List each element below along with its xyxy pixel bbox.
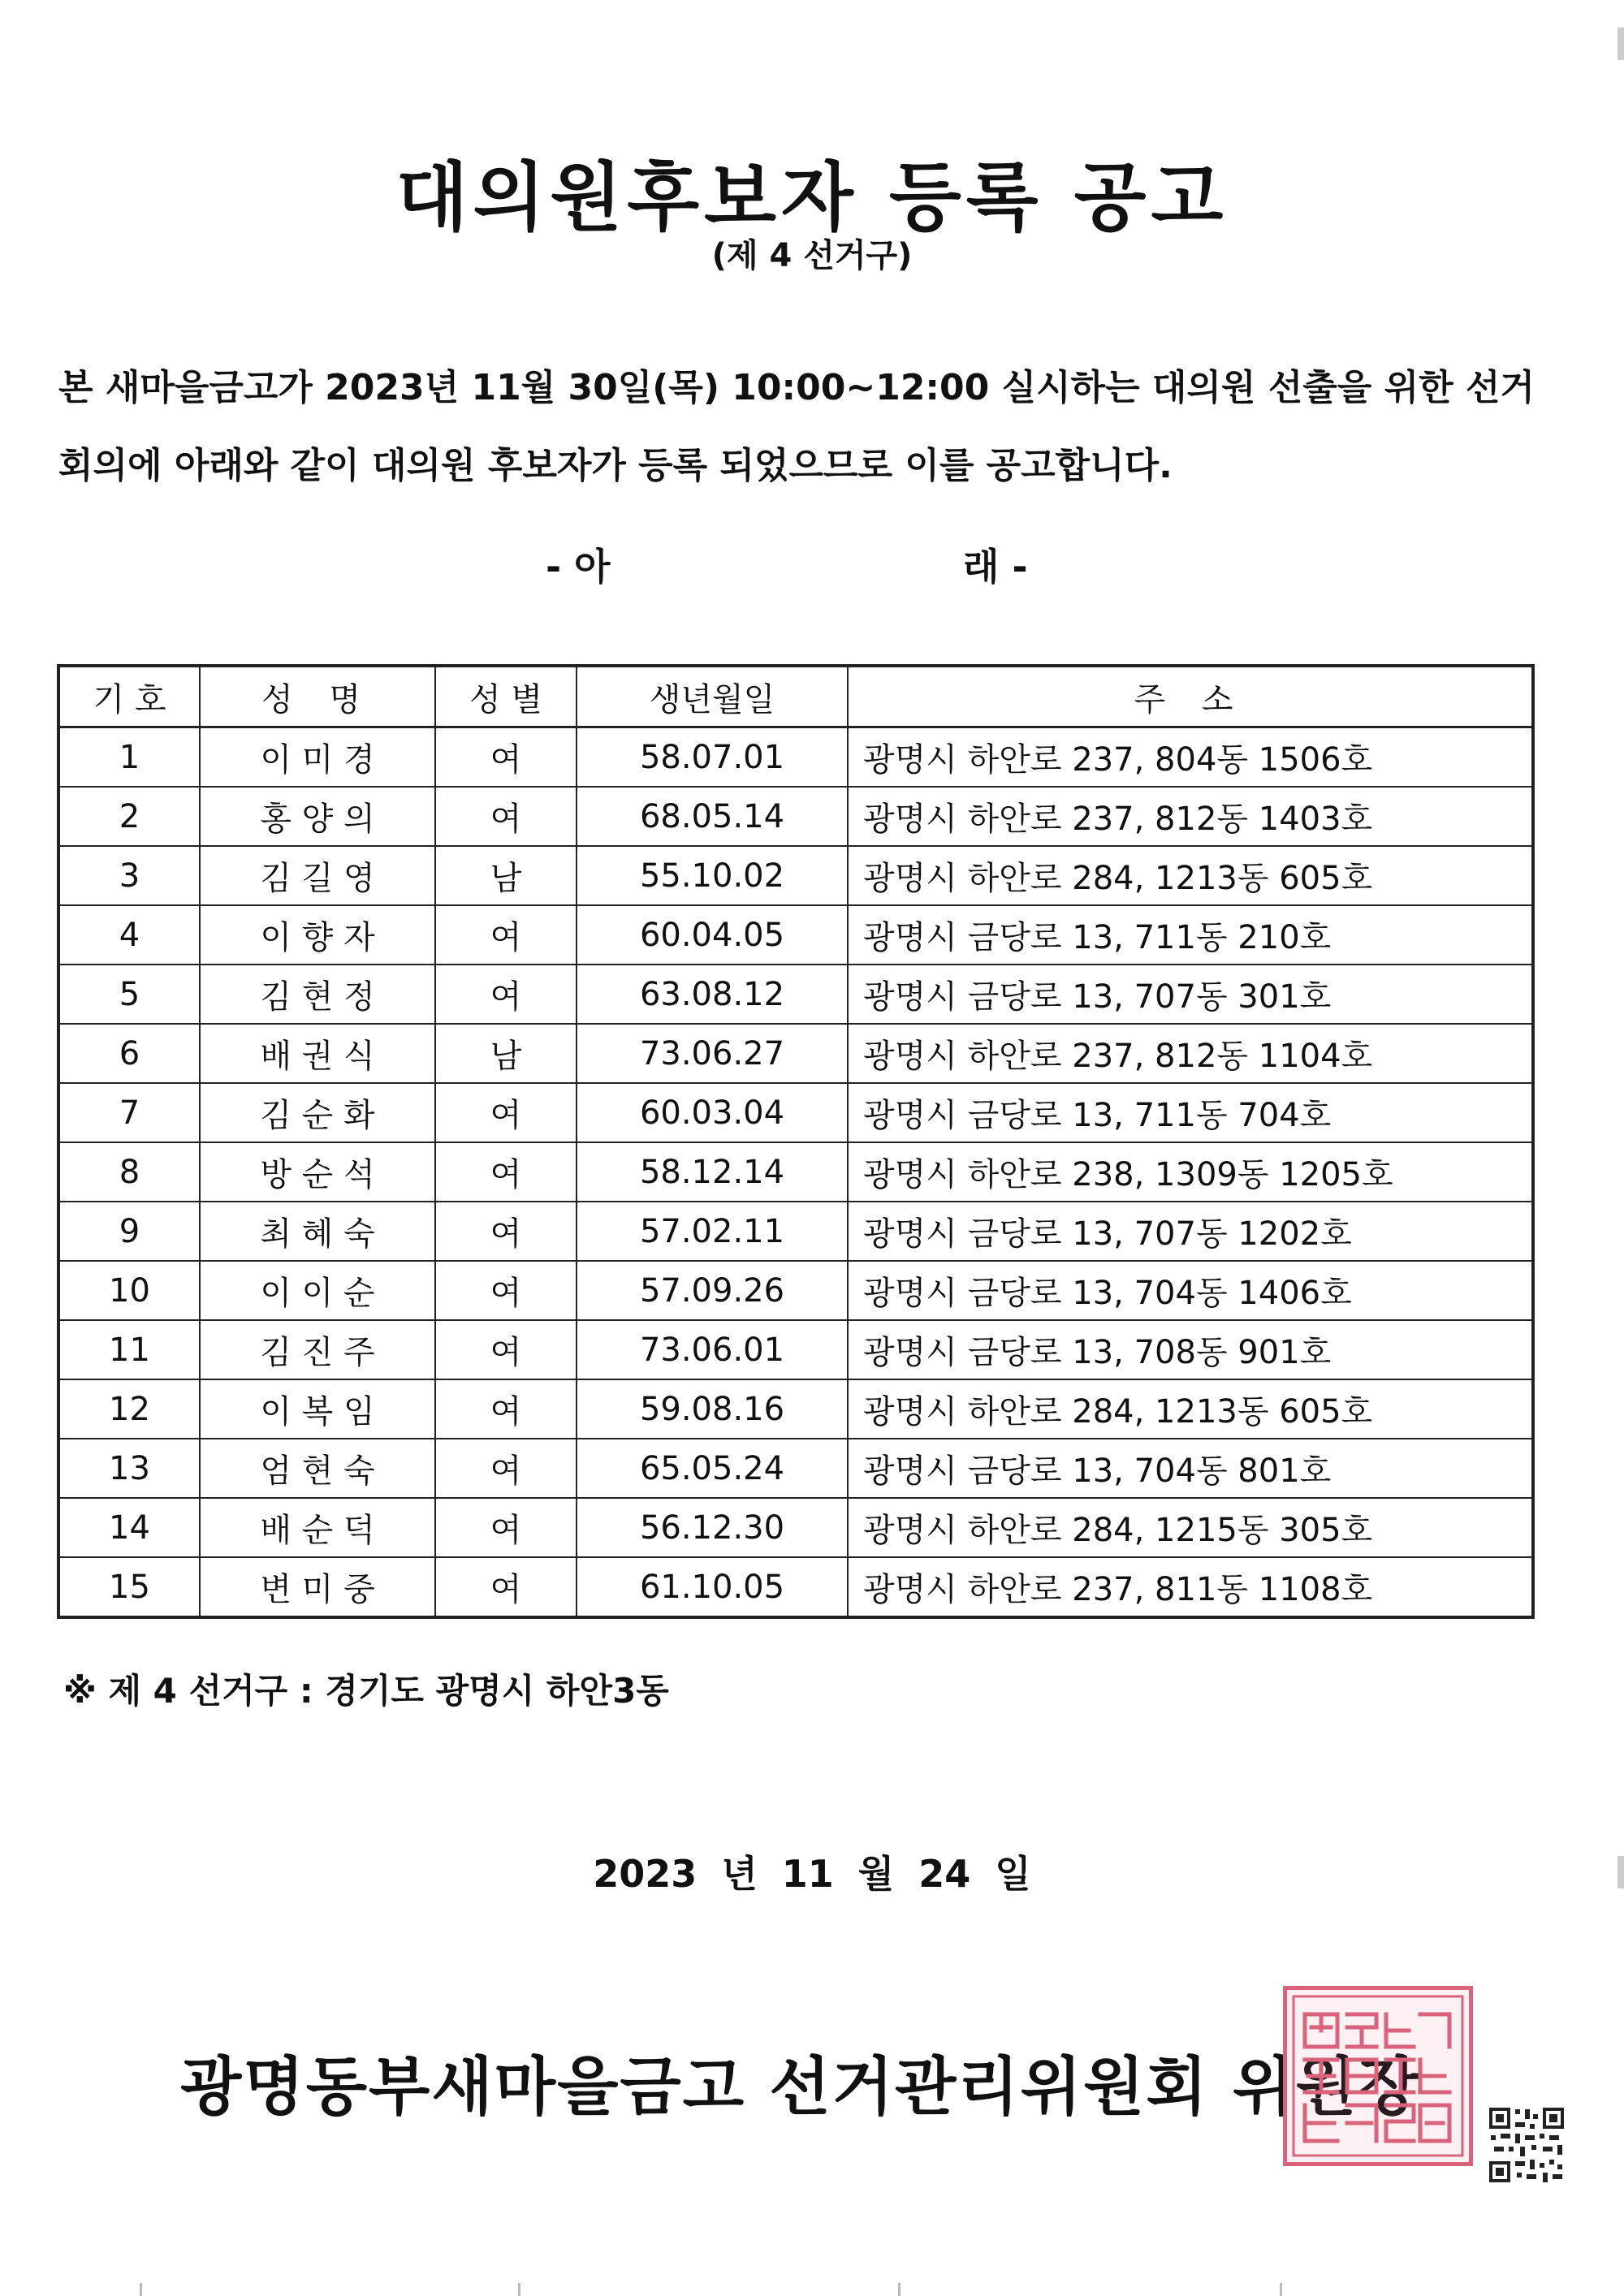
cell-number: 11 <box>58 1320 200 1379</box>
table-row <box>58 1083 1533 1142</box>
page-title: 대의원후보자 등록 공고 <box>395 154 1229 241</box>
cell-name: 홍 양 의 <box>200 787 435 846</box>
cell-address: 광명시 하안로 238, 1309동 1205호 <box>848 1142 1533 1202</box>
header-birthdate: 생년월일 <box>577 666 848 727</box>
table-row <box>58 905 1533 965</box>
table-row <box>58 1202 1533 1261</box>
cell-gender: 여 <box>435 1557 577 1617</box>
table-row <box>58 1261 1533 1320</box>
cell-birthdate: 60.04.05 <box>577 905 848 965</box>
right-edge-mark <box>1618 1856 1624 1888</box>
table-body <box>58 727 1533 1618</box>
cell-number: 2 <box>58 787 200 846</box>
table-row <box>58 1142 1533 1202</box>
cell-number: 15 <box>58 1557 200 1617</box>
cell-address: 광명시 하안로 237, 811동 1108호 <box>848 1557 1533 1617</box>
cell-gender: 여 <box>435 1142 577 1202</box>
cell-gender: 여 <box>435 1320 577 1379</box>
cell-birthdate: 73.06.01 <box>577 1320 848 1379</box>
cell-name: 이 향 자 <box>200 905 435 965</box>
cell-number: 14 <box>58 1498 200 1557</box>
cell-address: 광명시 하안로 237, 812동 1104호 <box>848 1024 1533 1083</box>
cell-name: 배 권 식 <box>200 1024 435 1083</box>
header-gender: 성 별 <box>435 666 577 727</box>
cell-address: 광명시 금당로 13, 711동 704호 <box>848 1083 1533 1142</box>
table-row <box>58 1320 1533 1379</box>
announcement-date: 2023 년 11 월 24 일 <box>593 1852 1031 1896</box>
cell-name: 방 순 석 <box>200 1142 435 1202</box>
cell-number: 10 <box>58 1261 200 1320</box>
cell-name: 김 현 정 <box>200 965 435 1024</box>
table-row <box>58 1439 1533 1498</box>
cell-birthdate: 59.08.16 <box>577 1379 848 1439</box>
table-row <box>58 1379 1533 1439</box>
cell-address: 광명시 금당로 13, 711동 210호 <box>848 905 1533 965</box>
table-row <box>58 727 1533 788</box>
issuer-signature: 광명동부새마을금고 선거관리위원회 위원장 <box>180 2051 1421 2124</box>
right-edge-mark <box>1618 28 1624 60</box>
cell-name: 김 길 영 <box>200 846 435 905</box>
bottom-edge-mark <box>1280 2283 1282 2296</box>
header-address: 주 소 <box>848 666 1533 727</box>
seal-stamp-graphic <box>1287 1990 1469 2162</box>
cell-birthdate: 57.09.26 <box>577 1261 848 1320</box>
page-subtitle: (제 4 선거구) <box>711 237 913 274</box>
cell-gender: 여 <box>435 1083 577 1142</box>
table-row <box>58 1498 1533 1557</box>
cell-number: 4 <box>58 905 200 965</box>
cell-gender: 여 <box>435 1261 577 1320</box>
cell-number: 6 <box>58 1024 200 1083</box>
intro-line-2: 회의에 아래와 같이 대의원 후보자가 등록 되었으므로 이를 공고합니다. <box>58 445 1173 486</box>
cell-birthdate: 58.12.14 <box>577 1142 848 1202</box>
bottom-edge-mark <box>518 2283 520 2296</box>
cell-address: 광명시 하안로 237, 804동 1506호 <box>848 727 1533 788</box>
cell-gender: 여 <box>435 1202 577 1261</box>
header-number: 기 호 <box>58 666 200 727</box>
cell-birthdate: 60.03.04 <box>577 1083 848 1142</box>
cell-number: 1 <box>58 727 200 788</box>
arae-heading-left: - 아 <box>546 545 611 589</box>
table-header-row <box>58 666 1533 727</box>
cell-gender: 여 <box>435 787 577 846</box>
cell-number: 9 <box>58 1202 200 1261</box>
candidate-table <box>57 664 1535 1619</box>
cell-name: 이 이 순 <box>200 1261 435 1320</box>
intro-paragraph <box>58 349 1569 505</box>
cell-number: 13 <box>58 1439 200 1498</box>
cell-address: 광명시 금당로 13, 708동 901호 <box>848 1320 1533 1379</box>
cell-gender: 여 <box>435 1379 577 1439</box>
intro-line-1: 본 새마을금고가 2023년 11월 30일(목) 10:00~12:00 실시하는 대의원 선출을 위한 선거 <box>58 367 1535 408</box>
cell-birthdate: 58.07.01 <box>577 727 848 788</box>
qr-code-graphic <box>1488 2106 1566 2184</box>
cell-gender: 여 <box>435 965 577 1024</box>
cell-gender: 여 <box>435 727 577 788</box>
cell-name: 엄 현 숙 <box>200 1439 435 1498</box>
qr-code <box>1488 2106 1566 2184</box>
cell-address: 광명시 금당로 13, 704동 801호 <box>848 1439 1533 1498</box>
cell-address: 광명시 하안로 284, 1213동 605호 <box>848 1379 1533 1439</box>
cell-birthdate: 73.06.27 <box>577 1024 848 1083</box>
district-note: ※ 제 4 선거구 : 경기도 광명시 하안3동 <box>63 1671 669 1711</box>
header-name: 성 명 <box>200 666 435 727</box>
cell-gender: 남 <box>435 1024 577 1083</box>
cell-address: 광명시 하안로 237, 812동 1403호 <box>848 787 1533 846</box>
cell-birthdate: 63.08.12 <box>577 965 848 1024</box>
cell-number: 7 <box>58 1083 200 1142</box>
cell-gender: 여 <box>435 1498 577 1557</box>
cell-name: 최 혜 숙 <box>200 1202 435 1261</box>
table-row <box>58 846 1533 905</box>
cell-gender: 여 <box>435 905 577 965</box>
cell-birthdate: 68.05.14 <box>577 787 848 846</box>
table-row <box>58 1557 1533 1617</box>
official-seal <box>1283 1986 1473 2166</box>
cell-birthdate: 56.12.30 <box>577 1498 848 1557</box>
arae-heading-right: 래 - <box>963 545 1028 589</box>
cell-birthdate: 57.02.11 <box>577 1202 848 1261</box>
cell-name: 김 진 주 <box>200 1320 435 1379</box>
bottom-edge-mark <box>140 2283 142 2296</box>
cell-address: 광명시 금당로 13, 707동 1202호 <box>848 1202 1533 1261</box>
cell-number: 12 <box>58 1379 200 1439</box>
table-row <box>58 965 1533 1024</box>
cell-birthdate: 65.05.24 <box>577 1439 848 1498</box>
cell-number: 5 <box>58 965 200 1024</box>
cell-number: 3 <box>58 846 200 905</box>
table-row <box>58 1024 1533 1083</box>
cell-address: 광명시 금당로 13, 707동 301호 <box>848 965 1533 1024</box>
cell-name: 이 미 경 <box>200 727 435 788</box>
cell-number: 8 <box>58 1142 200 1202</box>
cell-name: 배 순 덕 <box>200 1498 435 1557</box>
cell-name: 이 복 임 <box>200 1379 435 1439</box>
cell-birthdate: 55.10.02 <box>577 846 848 905</box>
cell-address: 광명시 하안로 284, 1215동 305호 <box>848 1498 1533 1557</box>
cell-name: 변 미 중 <box>200 1557 435 1617</box>
table-row <box>58 787 1533 846</box>
cell-birthdate: 61.10.05 <box>577 1557 848 1617</box>
cell-address: 광명시 하안로 284, 1213동 605호 <box>848 846 1533 905</box>
bottom-edge-mark <box>898 2283 901 2296</box>
cell-name: 김 순 화 <box>200 1083 435 1142</box>
cell-gender: 여 <box>435 1439 577 1498</box>
cell-address: 광명시 금당로 13, 704동 1406호 <box>848 1261 1533 1320</box>
cell-gender: 남 <box>435 846 577 905</box>
